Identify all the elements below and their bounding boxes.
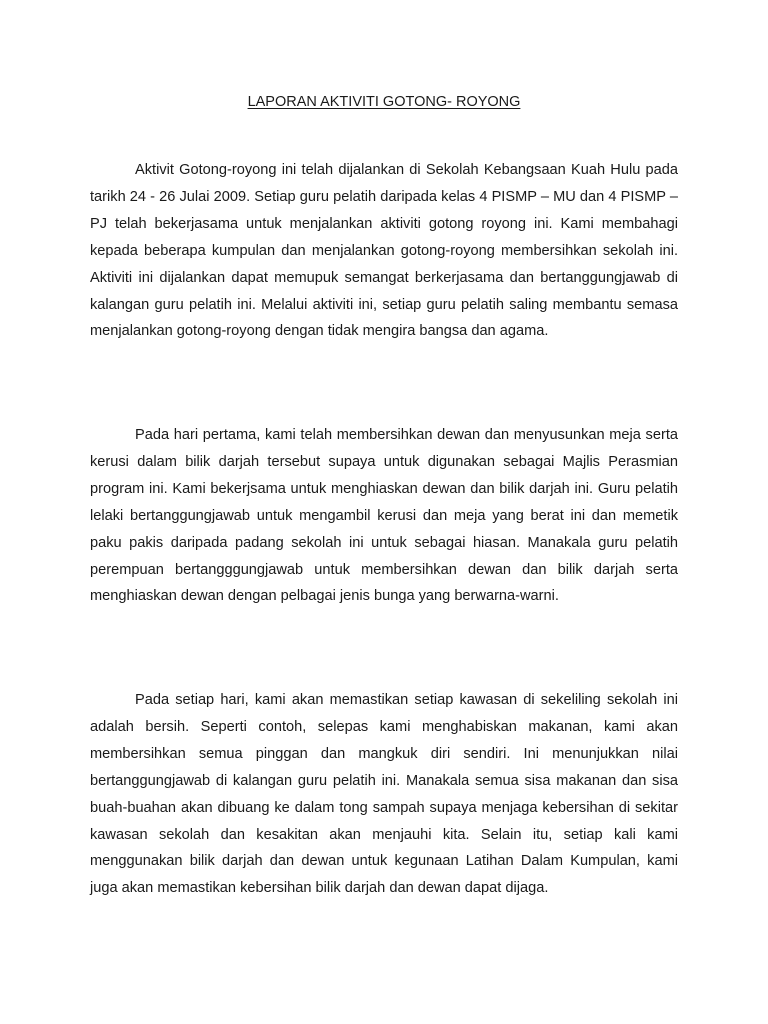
paragraph-day-one: Pada hari pertama, kami telah membersihkan dewan dan menyusunkan meja serta kerusi dalam bilik darjah tersebut supaya untuk digunakan sebagai Majlis Perasmian program ini. Kami bekerjsama untuk menghiaskan dewan dan bilik darjah ini. Guru pelatih lelaki bertanggungjawab untuk mengambil kerusi dan meja yang berat ini dan memetik paku pakis daripada padang sekolah ini untuk sebagai hiasan. Manakala guru pelatih perempuan bertangggungjawab untuk membersihkan dewan dan bilik darjah serta menghiaskan dewan dengan pelbagai jenis bunga yang berwarna-warni. xyxy=(90,427,678,605)
paragraph-daily-cleanliness: Pada setiap hari, kami akan memastikan setiap kawasan di sekeliling sekolah ini adalah bersih. Seperti contoh, selepas kami menghabiskan makanan, kami akan membersihkan semua pinggan dan mangkuk diri sendiri. Ini menunjukkan nilai bertanggungjawab di kalangan guru pelatih ini. Manakala semua sisa makanan dan sisa buah-buahan akan dibuang ke dalam tong sampah supaya menjaga kebersihan di sekitar kawasan sekolah dan kesakitan akan menjauhi kita. Selain itu, setiap kali kami menggunakan bilik darjah dan dewan untuk kegunaan Latihan Dalam Kumpulan, kami juga akan memastikan kebersihan bilik darjah dan dewan dapat dijaga. xyxy=(90,692,678,897)
paragraph-intro: Aktivit Gotong-royong ini telah dijalankan di Sekolah Kebangsaan Kuah Hulu pada tarikh 24 - 26 Julai 2009. Setiap guru pelatih daripada kelas 4 PISMP – MU dan 4 PISMP – PJ telah bekerjasama untuk menjalankan aktiviti gotong royong ini. Kami membahagi kepada beberapa kumpulan dan menjalankan gotong-royong membersihkan sekolah ini. Aktiviti ini dijalankan dapat memupuk semangat berkerjasama dan bertanggungjawab di kalangan guru pelatih ini. Melalui aktiviti ini, setiap guru pelatih saling membantu semasa menjalankan gotong-royong dengan tidak mengira bangsa dan agama. xyxy=(90,162,678,340)
document-title: LAPORAN AKTIVITI GOTONG- ROYONG xyxy=(247,94,521,110)
